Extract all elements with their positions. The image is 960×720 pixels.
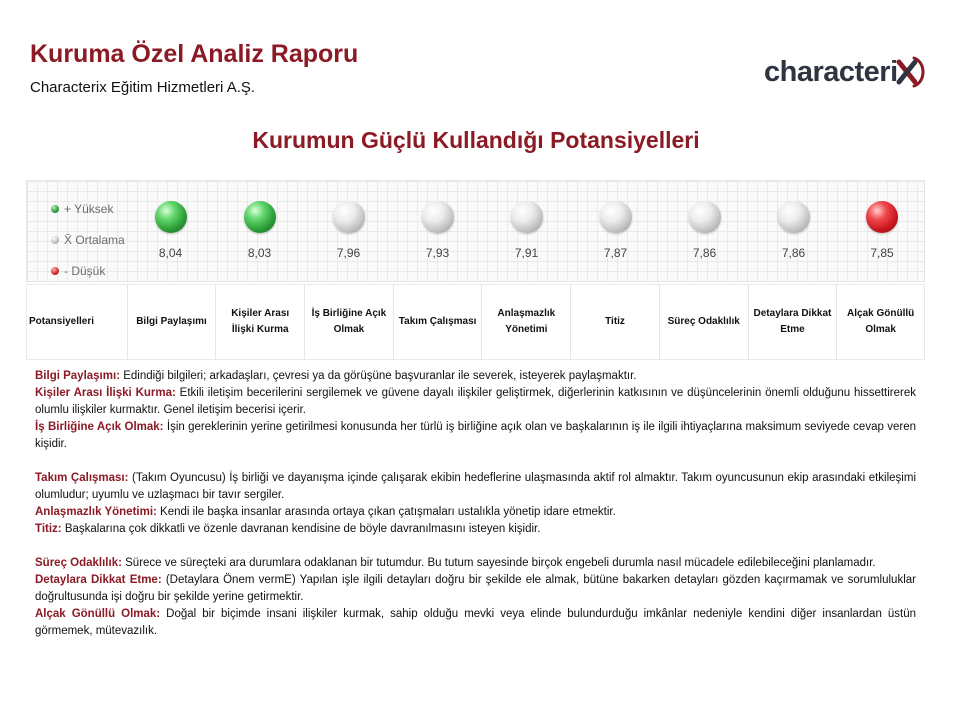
description-term: Bilgi Paylaşımı: <box>35 370 121 382</box>
chart-legend <box>51 193 125 286</box>
potential-header-cell: Bilgi Paylaşımı <box>127 285 216 359</box>
description-term: İş Birliğine Açık Olmak: <box>35 421 164 433</box>
row-header-label: Potansiyelleri <box>29 316 95 327</box>
score-value: 7,87 <box>603 246 628 260</box>
description-paragraph <box>35 419 916 453</box>
potential-header-cell: İş Birliğine Açık Olmak <box>304 285 393 359</box>
description-text: (Detaylara Önem vermE) Yapılan işle ilgili detayları doğru bir şekilde ele almak, bütüne bakarken detayları gözden kaçırmamak ve sorumluluklar doğrultusunda işi doğru bir şekilde yerine getirmektir. <box>35 574 916 603</box>
score-ball-gray <box>511 201 543 233</box>
section-title: Kurumun Güçlü Kullandığı Potansiyelleri <box>252 127 700 153</box>
score-value: 8,04 <box>158 246 183 260</box>
description-paragraph <box>35 606 916 640</box>
description-paragraph <box>35 521 916 538</box>
description-text: (Takım Oyuncusu) İş birliği ve dayanışma içinde çalışarak ekibin hedeflerine ulaşmasında aktif rol almaktır. Takım oyuncusunun ekip arasındaki etkileşimi olumludur; uyumlu ve uzlaşmacı bir tavır sergiler. <box>35 472 916 501</box>
description-paragraph <box>35 504 916 521</box>
legend-item-low <box>51 255 125 286</box>
description-paragraph <box>35 470 916 504</box>
potential-header-cell: Takım Çalışması <box>393 285 482 359</box>
legend-label: X̄ Ortalama <box>64 232 125 247</box>
description-paragraph <box>35 572 916 606</box>
logo-text: characteri <box>764 56 898 88</box>
description-text: Etkili iletişim becerilerini sergilemek ve güvene dayalı ilişkiler geliştirmek, diğerlerinin katkısının ve düşüncelerinin önemli olduğunu hissettirerek olumlu ilişkiler kurmaktır. Genel iletişim becerisi içerir. <box>35 387 916 416</box>
score-ball-gray <box>333 201 365 233</box>
green-dot-icon <box>51 205 59 213</box>
logo-x-mark-icon <box>896 52 926 92</box>
potential-header-cell: Kişiler Arası İlişki Kurma <box>215 285 304 359</box>
score-ball-green <box>244 201 276 233</box>
company-name: Characterix Eğitim Hizmetleri A.Ş. <box>30 79 256 96</box>
potential-header-cell: Alçak Gönüllü Olmak <box>836 285 924 359</box>
description-paragraph <box>35 385 916 419</box>
description-text: Başkalarına çok dikkatli ve özenle davranan kendisine de böyle davranılmasını isteyen kişidir. <box>61 523 541 535</box>
description-paragraph <box>35 368 916 385</box>
potential-descriptions <box>35 368 916 640</box>
score-ball-red <box>866 201 898 233</box>
score-value: 7,86 <box>692 246 717 260</box>
description-term: Titiz: <box>35 523 62 535</box>
description-text: Edindiği bilgileri; arkadaşları, çevresi ya da görüşüne başvuranlar ile severek, isteyerek paylaşmaktır. <box>120 370 637 382</box>
description-paragraph <box>35 555 916 572</box>
description-term: Detaylara Dikkat Etme: <box>35 574 162 586</box>
score-value: 7,93 <box>425 246 450 260</box>
potential-header-cell: Titiz <box>570 285 659 359</box>
legend-item-average <box>51 224 125 255</box>
score-ball-gray <box>778 201 810 233</box>
report-title: Kuruma Özel Analiz Raporu <box>30 40 359 68</box>
potential-header-cell: Detaylara Dikkat Etme <box>748 285 837 359</box>
description-term: Süreç Odaklılık: <box>35 557 122 569</box>
paragraph-spacer <box>35 453 916 470</box>
legend-item-high <box>51 193 125 224</box>
score-ball-gray <box>422 201 454 233</box>
legend-label: + Yüksek <box>64 201 114 216</box>
paragraph-spacer <box>35 538 916 555</box>
legend-label: - Düşük <box>64 263 106 278</box>
description-text: Doğal bir biçimde insani ilişkiler kurmak, sahip olduğu mevki veya elinde bulundurduğu imkânlar nedeniyle kendini diğer insanlardan üstün görmemek, mütevazılık. <box>35 608 916 637</box>
score-value: 7,85 <box>870 246 894 260</box>
characterix-logo <box>764 52 926 92</box>
description-term: Alçak Gönüllü Olmak: <box>35 608 161 620</box>
score-value: 8,03 <box>247 246 272 260</box>
potentials-header-row <box>26 284 925 360</box>
potential-header-cell: Süreç Odaklılık <box>659 285 748 359</box>
score-value: 7,86 <box>781 246 806 260</box>
description-term: Anlaşmazlık Yönetimi: <box>35 506 157 518</box>
score-ball-gray <box>600 201 632 233</box>
potential-header-cell: Anlaşmazlık Yönetimi <box>481 285 570 359</box>
score-value: 7,96 <box>336 246 361 260</box>
description-text: İşin gereklerinin yerine getirilmesi konusunda her türlü iş birliğine açık olan ve başkalarının iş ile ilgili ihtiyaçlarına maksimum seviyede cevap veren kişidir. <box>35 421 916 450</box>
description-term: Takım Çalışması: <box>35 472 129 484</box>
description-text: Sürece ve süreçteki ara durumlara odaklanan bir tutumdur. Bu tutum sayesinde birçok engebeli durumla nasıl mücadele edilebileceğini planlamadır. <box>121 557 876 569</box>
description-text: Kendi ile başka insanlar arasında ortaya çıkan çatışmaları ustalıkla yönetip idare etmektir. <box>156 506 616 518</box>
description-term: Kişiler Arası İlişki Kurma: <box>35 387 176 399</box>
score-value: 7,91 <box>514 246 539 260</box>
score-ball-green <box>155 201 187 233</box>
gray-dot-icon <box>51 236 59 244</box>
red-dot-icon <box>51 267 59 275</box>
potential-chart <box>26 180 925 282</box>
score-ball-gray <box>689 201 721 233</box>
